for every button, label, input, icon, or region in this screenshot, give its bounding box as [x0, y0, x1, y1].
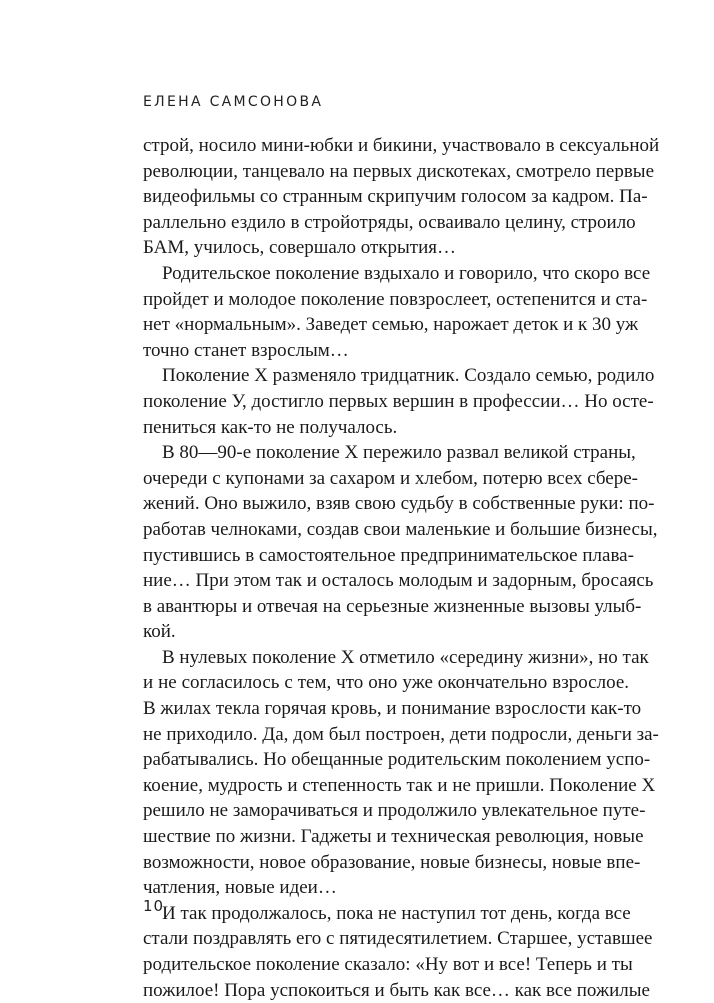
text-line: Родительское поколение вздыхало и говорило, что скоро все	[162, 262, 651, 284]
text-line: пениться как-то не получалось.	[143, 416, 398, 438]
text-line: и не согласилось с тем, что оно уже окончательно взрослое.	[143, 672, 629, 694]
text-line: нет «нормальным». Заведет семью, нарожает деток и к 30 уж	[143, 314, 639, 336]
text-line: не приходило. Да, дом был построен, дети подросли, деньги за-	[143, 723, 659, 745]
text-line: решило не заморачиваться и продолжило увлекательное путе-	[143, 800, 646, 822]
page-number: 10	[143, 897, 165, 915]
text-line: коение, мудрость и степенность так и не пришли. Поколение Х	[143, 774, 656, 796]
running-head: ЕЛЕНА САМСОНОВА	[143, 94, 324, 110]
text-line: революции, танцевало на первых дискотеках, смотрело первые	[143, 160, 655, 182]
text-line: жений. Оно выжило, взяв свою судьбу в собственные руки: по-	[143, 493, 655, 515]
text-line: И так продолжалось, пока не наступил тот день, когда все	[162, 902, 631, 924]
text-line: В жилах текла горячая кровь, и понимание взрослости как-то	[143, 698, 642, 720]
text-line: в авантюры и отвечая на серьезные жизненные вызовы улыб-	[143, 595, 642, 617]
text-line: кой.	[143, 621, 176, 643]
text-line: видеофильмы со странным скрипучим голосом за кадром. Па-	[143, 186, 648, 208]
text-line: шествие по жизни. Гаджеты и техническая революция, новые	[143, 826, 644, 848]
body-text	[143, 133, 660, 1003]
text-line: стали поздравлять его с пятидесятилетием. Старшее, уставшее	[143, 928, 653, 950]
text-line: точно станет взрослым…	[143, 339, 349, 361]
text-line: В нулевых поколение Х отметило «середину жизни», но так	[162, 646, 649, 668]
text-line: пройдет и молодое поколение повзрослеет, остепенится и ста-	[143, 288, 648, 310]
text-line: раллельно ездило в стройотряды, осваивало целину, строило	[143, 211, 636, 233]
text-line: БАМ, училось, совершало открытия…	[143, 237, 456, 259]
text-line: пожилое! Пора успокоиться и быть как все… как все пожилые	[143, 979, 650, 1001]
text-line: пустившись в самостоятельное предпринимательское плава-	[143, 544, 634, 566]
text-line: рабатывались. Но обещанные родительским поколением успо-	[143, 749, 651, 771]
text-line: Поколение Х разменяло тридцатник. Создало семью, родило	[162, 365, 655, 387]
text-line: В 80—90-е поколение Х пережило развал великой страны,	[162, 442, 636, 464]
text-line: поколение У, достигло первых вершин в профессии… Но остe-	[143, 390, 654, 412]
text-line: ние… При этом так и осталось молодым и задорным, бросаясь	[143, 570, 654, 592]
text-line: возможности, новое образование, новые бизнесы, новые впе-	[143, 851, 641, 873]
text-line: чатления, новые идеи…	[143, 877, 337, 899]
text-line: работав челноками, создав свои маленькие и большие бизнесы,	[143, 518, 658, 540]
text-line: очереди с купонами за сахаром и хлебом, потерю всех сбере-	[143, 467, 638, 489]
text-line: родительское поколение сказало: «Ну вот и все! Теперь и ты	[143, 954, 633, 975]
text-line: строй, носило мини-юбки и бикини, участвовало в сексуальной	[143, 135, 660, 156]
